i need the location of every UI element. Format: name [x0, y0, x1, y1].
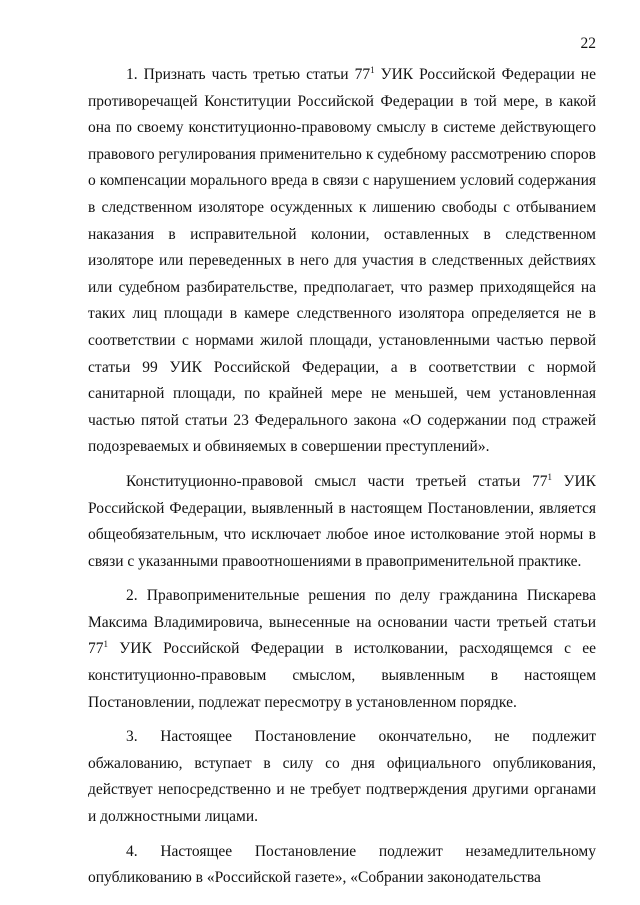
paragraph-2: Конституционно-правовой смысл части третьей статьи $77^1$ УИК Российской Федерации, выявленный в настоящем Постановлении, является общеобязательным, что исключает любое иное истолкование этой нормы в связи с указанными правоотношениями в правоприменительной практике. — [88, 471, 596, 570]
paragraph-3: 2. Правоприменительные решения по делу гражданина Пискарева Максима Владимировича, вынесенные на основании части третьей статьи $77^1$ УИК Российской Федерации в истолковании, расходящемся с ее конституционно-правовым смыслом, выявленным в настоящем Постановлении, подлежат пересмотру в установленном порядке. — [88, 587, 596, 711]
superscript: 1 — [103, 639, 108, 650]
document-body — [88, 62, 596, 900]
superscript: 1 — [547, 471, 552, 482]
paragraph-5: 4. Настоящее Постановление подлежит незамедлительному опубликованию в «Российской газете», «Собрании законодательства — [88, 842, 596, 887]
paragraph-1: 1. Признать часть третью статьи $77^1$ УИК Российской Федерации не противоречащей Конституции Российской Федерации в той мере, в какой она по своему конституционно-правовому смыслу в системе действующего правового регулирования применительно к судебному рассмотрению споров о компенсации морального вреда в связи с нарушением условий содержания в следственном изоляторе осужденных к лишению свободы с отбыванием наказания в исправительной колонии, оставленных в следственном изоляторе или переведенных в него для участия в следственных действиях или судебном разбирательстве, предполагает, что размер приходящейся на таких лиц площади в камере следственного изолятора определяется не в соответствии с нормами жилой площади, установленными частью первой статьи 99 УИК Российской Федерации, а в соответствии с нормой санитарной площади, по крайней мере не меньшей, чем установленная частью пятой статьи 23 Федерального закона «О содержании под стражей подозреваемых и обвиняемых в совершении преступлений». — [88, 64, 596, 456]
page-number: 22 — [580, 35, 596, 52]
paragraph-4: 3. Настоящее Постановление окончательно, не подлежит обжалованию, вступает в силу со дня официального опубликования, действует непосредственно и не требует подтверждения другими органами и должностными лицами. — [88, 728, 596, 826]
superscript: 1 — [370, 64, 375, 75]
